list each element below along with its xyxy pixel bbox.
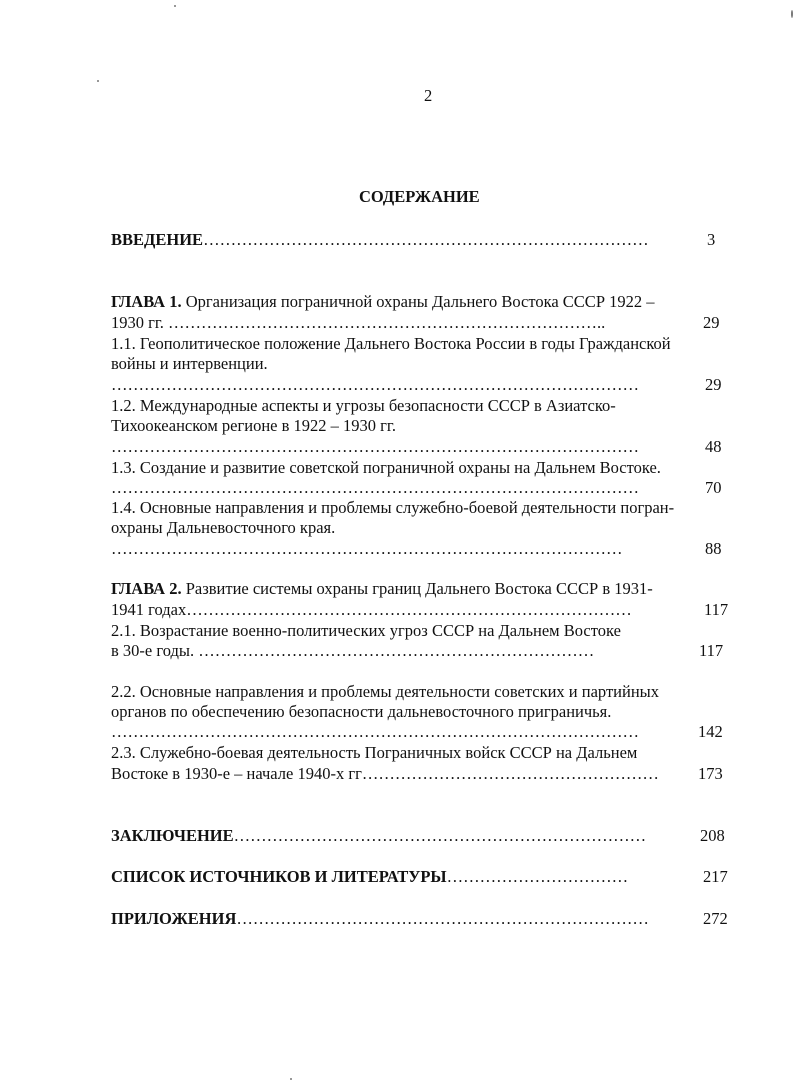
toc-entry-intro[interactable] — [111, 230, 649, 250]
toc-entry-sources[interactable] — [111, 867, 628, 887]
toc-page-1-2: 48 — [705, 437, 722, 456]
toc-page-sources: 217 — [703, 867, 728, 886]
toc-leader-dots: ……………………………………………………………………… — [203, 230, 649, 249]
toc-section-2-3-line2: Востоке в 1930-е – начале 1940-х гг……………………………………………… — [111, 764, 659, 783]
toc-page-appendix: 272 — [703, 909, 728, 928]
toc-page-1-4: 88 — [705, 539, 722, 558]
toc-leader-dots: …………………………………………………………………………………… — [111, 437, 639, 456]
toc-entry-label: ПРИЛОЖЕНИЯ — [111, 909, 237, 928]
toc-section-1-4[interactable]: 1.4. Основные направления и проблемы служебно-боевой деятельности погран- — [111, 498, 675, 517]
toc-page-ch2: 117 — [704, 600, 729, 619]
toc-section-2-1[interactable]: 2.1. Возрастание военно-политических угроз СССР на Дальнем Востоке — [111, 621, 621, 640]
scan-speck — [791, 10, 793, 18]
toc-leader-dots: …………………………………………………………………………………… — [111, 478, 639, 497]
toc-page-intro: 3 — [707, 230, 716, 249]
toc-leader-dots: ………………………………………………………………………………… — [111, 539, 623, 558]
toc-chapter-1-line2: 1930 гг. …………………………………………………………………….. — [111, 313, 606, 332]
toc-section-1-1[interactable]: 1.1. Геополитическое положение Дальнего Востока России в годы Гражданской — [111, 334, 671, 353]
toc-chapter-label: ГЛАВА 2. — [111, 579, 182, 598]
toc-chapter-title: Организация пограничной охраны Дальнего Востока СССР 1922 – — [181, 292, 655, 311]
scan-speck — [97, 80, 99, 82]
toc-section-2-2[interactable]: 2.2. Основные направления и проблемы деятельности советских и партийных — [111, 682, 659, 701]
toc-section-1-3[interactable]: 1.3. Создание и развитие советской пограничной охраны на Дальнем Востоке. — [111, 458, 661, 477]
page-number: 2 — [424, 86, 433, 105]
toc-section-1-2[interactable]: 1.2. Международные аспекты и угрозы безопасности СССР в Азиатско- — [111, 396, 616, 415]
toc-page-1-3: 70 — [705, 478, 722, 497]
scan-speck — [290, 1078, 292, 1080]
toc-page-2-2: 142 — [698, 722, 723, 741]
toc-leader-dots: …………………………………………………………………………………… — [111, 722, 639, 741]
toc-section-2-1-line2: в 30-е годы. ……………………………………………………………… — [111, 641, 595, 660]
toc-page-2-3: 173 — [698, 764, 723, 783]
toc-entry-conclusion[interactable] — [111, 826, 646, 846]
toc-entry-label: ЗАКЛЮЧЕНИЕ — [111, 826, 234, 845]
toc-chapter-label: ГЛАВА 1. — [111, 292, 182, 311]
toc-page-1-1: 29 — [705, 375, 722, 394]
toc-leader-dots: …………………………… — [446, 867, 629, 886]
toc-section-1-2-line2: Тихоокеанском регионе в 1922 – 1930 гг. — [111, 416, 396, 435]
toc-page-ch1: 29 — [703, 313, 720, 332]
toc-page-2-1: 117 — [699, 641, 724, 660]
scan-speck — [174, 5, 176, 7]
toc-leader-dots: ………………………………………………………………… — [236, 909, 649, 928]
toc-section-1-1-line2: войны и интервенции. — [111, 354, 268, 373]
toc-section-1-4-line2: охраны Дальневосточного края. — [111, 518, 336, 537]
toc-entry-label: ВВЕДЕНИЕ — [111, 230, 204, 249]
toc-section-2-3[interactable]: 2.3. Служебно-боевая деятельность Пограничных войск СССР на Дальнем — [111, 743, 638, 762]
toc-leader-dots: …………………………………………………………………………………… — [111, 375, 639, 394]
toc-chapter-2-line2: 1941 годах……………………………………………………………………… — [111, 600, 632, 619]
toc-entry-label: СПИСОК ИСТОЧНИКОВ И ЛИТЕРАТУРЫ — [111, 867, 447, 886]
toc-title: СОДЕРЖАНИЕ — [359, 187, 480, 206]
toc-chapter-title: Развитие системы охраны границ Дальнего Востока СССР в 1931- — [181, 579, 653, 598]
toc-chapter-1[interactable] — [111, 292, 655, 312]
toc-entry-appendix[interactable] — [111, 909, 649, 929]
toc-page-conclusion: 208 — [700, 826, 725, 845]
toc-leader-dots: ………………………………………………………………… — [233, 826, 647, 845]
toc-section-2-2-line2: органов по обеспечению безопасности дальневосточного приграничья. — [111, 702, 612, 721]
toc-chapter-2[interactable] — [111, 579, 653, 599]
